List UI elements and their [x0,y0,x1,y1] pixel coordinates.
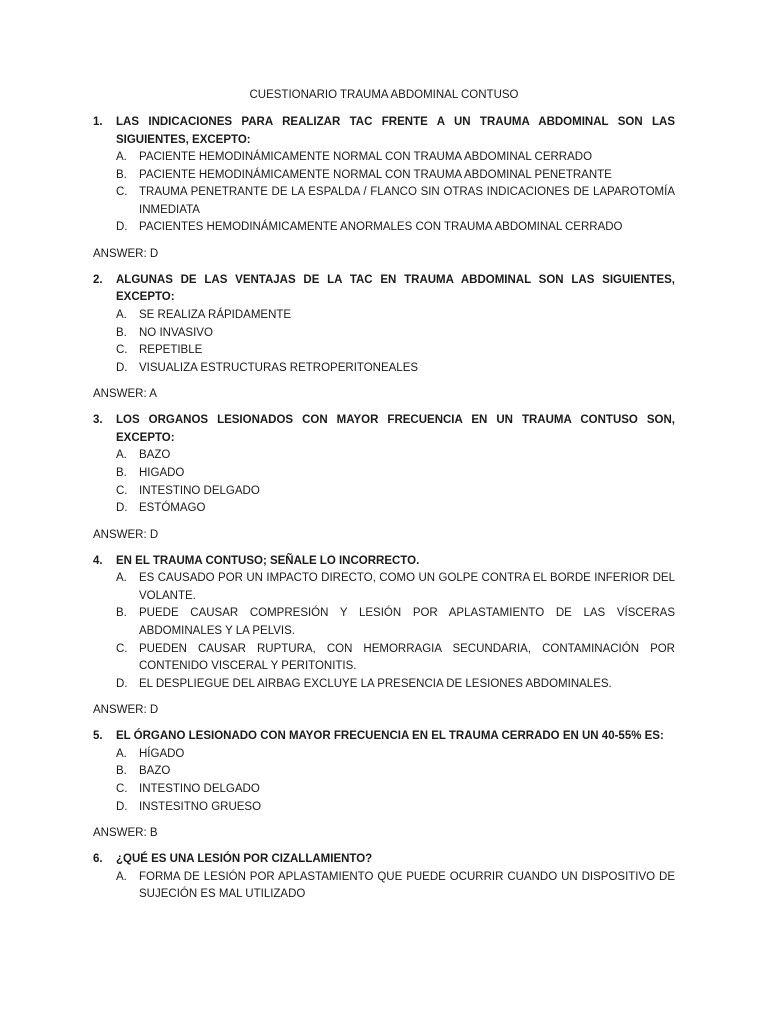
option-c [116,483,675,501]
question-6 [93,851,675,904]
option-text: VISUALIZA ESTRUCTURAS RETROPERITONEALES [139,361,419,374]
option-letter: A. [116,870,127,883]
question-text: EL ÓRGANO LESIONADO CON MAYOR FRECUENCIA EN EL TRAUMA CERRADO EN UN 40-55% ES: [116,730,664,743]
option-a [116,447,675,465]
question-text: LOS ORGANOS LESIONADOS CON MAYOR FRECUENCIA EN UN TRAUMA CONTUSO SON, EXCEPTO: [116,414,675,444]
document-page [93,87,675,904]
option-text: PACIENTE HEMODINÁMICAMENTE NORMAL CON TRAUMA ABDOMINAL PENETRANTE [139,168,612,181]
option-letter: A. [116,308,127,321]
option-c [116,641,675,676]
option-text: REPETIBLE [139,344,203,357]
option-text: HIGADO [139,466,185,479]
option-letter: B. [116,326,127,339]
option-d [116,799,675,817]
option-letter: A. [116,151,127,163]
option-a [116,307,675,325]
option-text: FORMA DE LESIÓN POR APLASTAMIENTO QUE PUEDE OCURRIR CUANDO UN DISPOSITIVO DE SUJECIÓN ES MAL UTILIZADO [139,870,675,901]
option-text: TRAUMA PENETRANTE DE LA ESPALDA / FLANCO SIN OTRAS INDICACIONES DE LAPAROTOMÍA INMEDIATA [139,186,675,216]
answer-line: ANSWER: D [93,247,159,260]
option-a [116,570,675,605]
question-2 [93,272,675,403]
option-text: SE REALIZA RÁPIDAMENTE [139,308,292,321]
question-text: ALGUNAS DE LAS VENTAJAS DE LA TAC EN TRAUMA ABDOMINAL SON LAS SIGUIENTES, EXCEPTO: [116,273,675,304]
option-text: PUEDEN CAUSAR RUPTURA, CON HEMORRAGIA SECUNDARIA, CONTAMINACIÓN POR CONTENIDO VISCERAL Y PERITONITIS. [139,642,675,673]
option-letter: D. [116,361,128,374]
option-b [116,465,675,483]
options-list [93,307,675,377]
option-c [116,184,675,219]
option-text: BAZO [139,765,171,778]
option-text: EL DESPLIEGUE DEL AIRBAG EXCLUYE LA PRESENCIA DE LESIONES ABDOMINALES. [139,677,612,690]
option-d [116,676,675,694]
question-4 [93,553,675,720]
option-d [116,360,675,378]
option-text: INTESTINO DELGADO [139,484,260,497]
question-number: 5. [93,730,103,743]
option-letter: B. [116,466,127,479]
option-text: PACIENTES HEMODINÁMICAMENTE ANORMALES CON TRAUMA ABDOMINAL CERRADO [139,221,623,234]
option-b [116,167,675,185]
answer-line: ANSWER: D [93,704,159,717]
option-text: ES CAUSADO POR UN IMPACTO DIRECTO, COMO UN GOLPE CONTRA EL BORDE INFERIOR DEL VOLANTE. [139,572,675,602]
option-a [116,746,675,764]
options-list [93,746,675,816]
option-text: NO INVASIVO [139,326,213,339]
question-header [93,114,675,149]
option-c [116,342,675,360]
option-b [116,605,675,640]
question-text: LAS INDICACIONES PARA REALIZAR TAC FRENTE A UN TRAUMA ABDOMINAL SON LAS SIGUIENTES, EXCEPTO: [116,116,675,146]
option-letter: D. [116,221,128,234]
option-d [116,500,675,518]
question-number: 2. [93,273,103,286]
option-text: INSTESITNO GRUESO [139,800,262,813]
options-list [93,570,675,693]
question-header [93,851,675,869]
question-5 [93,728,675,842]
question-header [93,412,675,447]
answer-line: ANSWER: D [93,528,159,541]
question-header [93,728,675,746]
option-c [116,781,675,799]
option-letter: C. [116,783,128,796]
option-text: ESTÓMAGO [139,502,206,515]
question-1 [93,114,675,263]
document-title: CUESTIONARIO TRAUMA ABDOMINAL CONTUSO [249,89,519,101]
option-b [116,325,675,343]
option-text: HÍGADO [139,747,185,760]
option-letter: B. [116,765,127,778]
question-header [93,272,675,307]
options-list [93,149,675,237]
option-letter: D. [116,800,128,813]
question-number: 1. [93,116,103,128]
option-letter: B. [116,168,127,181]
question-header [93,553,675,571]
option-letter: C. [116,642,128,655]
question-text: EN EL TRAUMA CONTUSO; SEÑALE LO INCORRECTO. [116,554,420,567]
question-number: 4. [93,554,103,567]
option-letter: C. [116,484,128,497]
option-letter: B. [116,607,127,620]
question-text: ¿QUÉ ES UNA LESIÓN POR CIZALLAMIENTO? [116,853,373,866]
option-text: BAZO [139,449,171,462]
option-letter: A. [116,449,127,462]
option-letter: A. [116,747,127,760]
question-3 [93,412,675,543]
options-list [93,447,675,517]
options-list [93,869,675,904]
option-letter: A. [116,572,127,585]
option-letter: C. [116,344,128,357]
question-number: 6. [93,853,103,866]
option-text: PUEDE CAUSAR COMPRESIÓN Y LESIÓN POR APLASTAMIENTO DE LAS VÍSCERAS ABDOMINALES Y LA PELVIS. [139,607,675,637]
option-a [116,869,675,904]
option-d [116,219,675,237]
option-text: INTESTINO DELGADO [139,783,260,796]
answer-line: ANSWER: A [93,388,157,401]
option-letter: D. [116,502,128,515]
answer-line: ANSWER: B [93,827,158,840]
option-b [116,763,675,781]
option-a [116,149,675,167]
question-number: 3. [93,414,103,427]
option-text: PACIENTE HEMODINÁMICAMENTE NORMAL CON TRAUMA ABDOMINAL CERRADO [139,151,593,163]
option-letter: D. [116,677,128,690]
option-letter: C. [116,186,128,199]
